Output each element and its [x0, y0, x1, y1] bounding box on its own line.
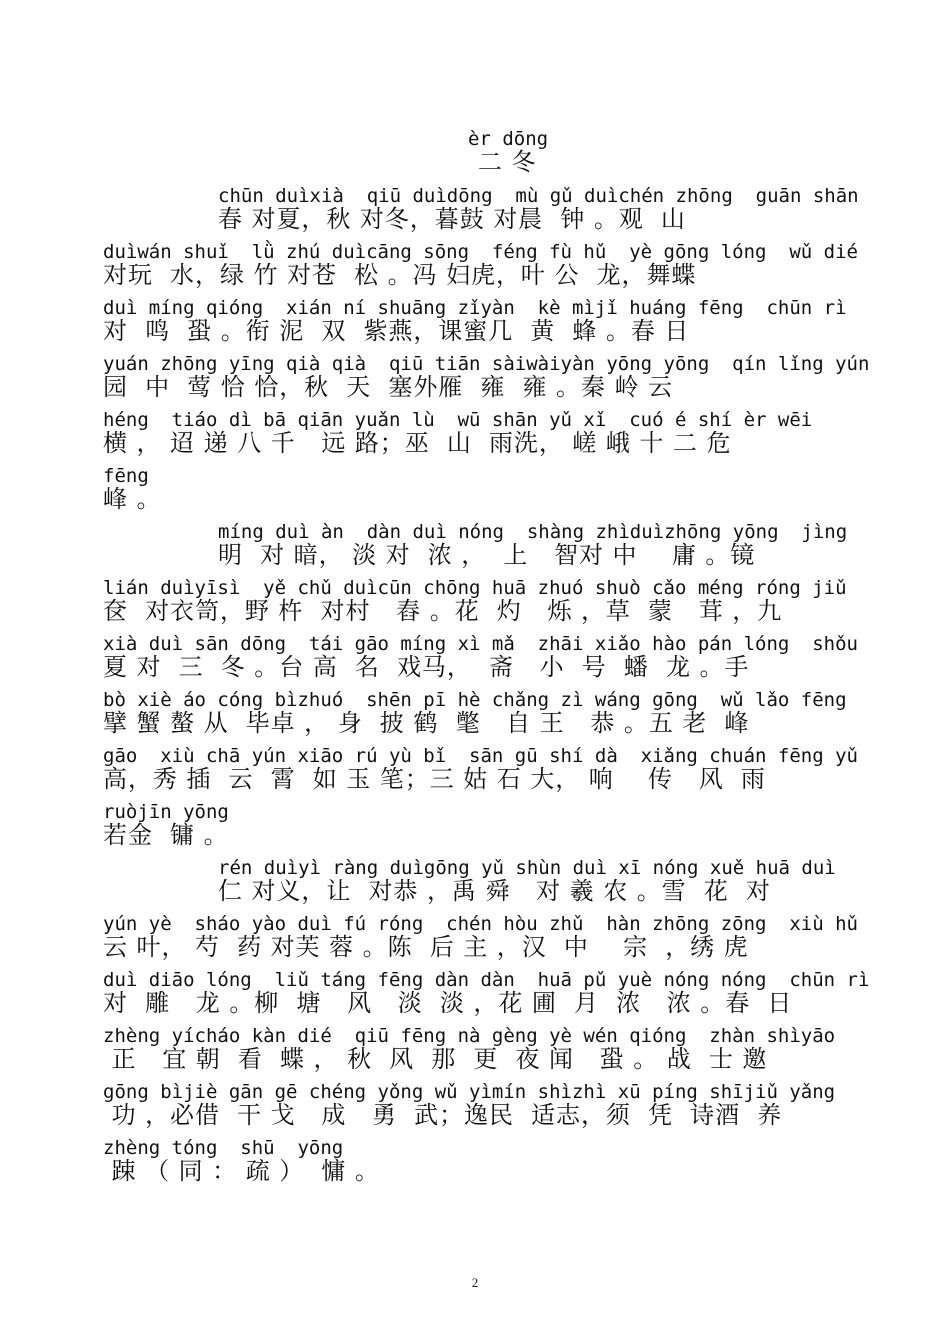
- hanzi-row: 高，秀 插 云 霄 如 玉 笔；三 姑 石 大， 响 传 风 雨: [103, 765, 766, 793]
- text-line: [0, 297, 950, 357]
- hanzi-row: 横 ， 迢 递 八 千 远 路；巫 山 雨洗， 嵯 峨 十 二 危: [103, 429, 732, 457]
- hanzi-row: 擘 蟹 螯 从 毕卓 ， 身 披 鹤 氅 自 王 恭 。五 老 峰: [103, 709, 750, 737]
- text-line: [0, 465, 950, 525]
- hanzi-row: 踈 （ 同 ： 疏 ） 慵 。: [103, 1157, 380, 1185]
- hanzi-row: 园 中 莺 恰 恰，秋 天 塞外雁 雍 雍 。秦 岭 云: [103, 373, 673, 401]
- hanzi-row: 对 雕 龙 。柳 塘 风 淡 淡 ，花 圃 月 浓 浓 。春 日: [103, 989, 793, 1017]
- hanzi-row: 功 ，必借 干 戈 成 勇 武；逸民 适志，须 凭 诗酒 养: [103, 1101, 783, 1129]
- pinyin-row: zhèng yícháo kàn dié qiū fēng nà gèng yè wén qióng zhàn shìyāo: [103, 1025, 836, 1047]
- hanzi-row: 云 叶， 芍 药 对芙 蓉 。陈 后 主 ，汉 中 宗 ，绣 虎: [103, 933, 749, 961]
- pinyin-row: ruòjīn yōng: [103, 801, 229, 823]
- hanzi-row: 明 对 暗， 淡 对 浓 ， 上 智对 中 庸 。镜: [218, 541, 756, 569]
- text-line: [0, 801, 950, 861]
- hanzi-row: 峰 。: [103, 485, 162, 513]
- hanzi-row: 对玩 水，绿 竹 对苍 松 。冯 妇虎，叶 公 龙，舞蝶: [103, 261, 697, 289]
- hanzi-row: 夏 对 三 冬 。台 高 名 戏马， 斋 小 号 蟠 龙 。手: [103, 653, 750, 681]
- pinyin-row: fēng: [103, 465, 149, 487]
- hanzi-row: 对 鸣 蛩 。衔 泥 双 紫燕，课蜜几 黄 蜂 。春 日: [103, 317, 690, 345]
- text-line: [0, 1081, 950, 1141]
- text-line: [0, 409, 950, 469]
- pinyin-row: lián duìyīsì yě chǔ duìcūn chōng huā zhuó shuò cǎo méng róng jiǔ: [103, 577, 847, 599]
- page-number: 2: [471, 1275, 479, 1290]
- pinyin-row: duì diāo lóng liǔ táng fēng dàn dàn huā pǔ yuè nóng nóng chūn rì: [103, 969, 870, 991]
- pinyin-row: bò xiè áo cóng bìzhuó shēn pī hè chǎng zì wáng gōng wǔ lǎo fēng: [103, 689, 847, 711]
- pinyin-row: héng tiáo dì bā qiān yuǎn lù wū shān yǔ xǐ cuó é shí èr wēi: [103, 409, 813, 431]
- pinyin-row: xià duì sān dōng tái gāo míng xì mǎ zhāi xiǎo hào pán lóng shǒu: [103, 633, 858, 655]
- text-line: [0, 913, 950, 973]
- pinyin-row: rén duìyì ràng duìgōng yǔ shùn duì xī nóng xuě huā duì: [218, 857, 836, 879]
- pinyin-row: duìwán shuǐ lǜ zhú duìcāng sōng féng fù hǔ yè gōng lóng wǔ dié: [103, 241, 858, 263]
- text-line: [0, 241, 950, 301]
- hanzi-row: 若金 镛 。: [103, 821, 229, 849]
- pinyin-row: gāo xiù chā yún xiāo rú yù bǐ sān gū shí dà xiǎng chuán fēng yǔ: [103, 745, 858, 767]
- hanzi-row: 仁 对义，让 对恭 ，禹 舜 对 羲 农 。雪 花 对: [218, 877, 771, 905]
- hanzi-row: 正 宜 朝 看 蝶 ， 秋 风 那 更 夜 闻 蛩 。 战 士 邀: [103, 1045, 768, 1073]
- title: [0, 128, 950, 188]
- pinyin-row: yún yè sháo yào duì fú róng chén hòu zhǔ hàn zhōng zōng xiù hǔ: [103, 913, 858, 935]
- text-line: [0, 1137, 950, 1197]
- pinyin-row: chūn duìxià qiū duìdōng mù gǔ duìchén zhōng guān shān: [218, 185, 859, 207]
- pinyin-row: duì míng qióng xián ní shuāng zǐyàn kè mìjǐ huáng fēng chūn rì: [103, 297, 847, 319]
- text-line: [0, 577, 950, 637]
- pinyin-row: zhèng tóng shū yōng: [103, 1137, 344, 1159]
- text-line: [0, 353, 950, 413]
- hanzi-row: 春 对夏，秋 对冬，暮鼓 对晨 钟 。观 山: [218, 205, 686, 233]
- text-line: [0, 185, 950, 245]
- text-line: [0, 969, 950, 1029]
- title-hanzi: 二 冬: [478, 148, 537, 176]
- title-pinyin: èr dōng: [468, 128, 549, 150]
- text-line: [0, 633, 950, 693]
- text-line: [0, 1025, 950, 1085]
- pinyin-row: yuán zhōng yīng qià qià qiū tiān sàiwàiyàn yōng yōng qín lǐng yún: [103, 353, 870, 375]
- pinyin-row: míng duì àn dàn duì nóng shàng zhìduìzhōng yōng jìng: [218, 521, 848, 543]
- text-line: [0, 521, 950, 581]
- text-line: [0, 745, 950, 805]
- text-line: [0, 689, 950, 749]
- hanzi-row: 奁 对衣笥，野 杵 对村 舂 。花 灼 烁 ，草 蒙 茸 ，九: [103, 597, 783, 625]
- text-line: [0, 857, 950, 917]
- pinyin-row: gōng bìjiè gān gē chéng yǒng wǔ yìmín shìzhì xū píng shījiǔ yǎng: [103, 1081, 836, 1103]
